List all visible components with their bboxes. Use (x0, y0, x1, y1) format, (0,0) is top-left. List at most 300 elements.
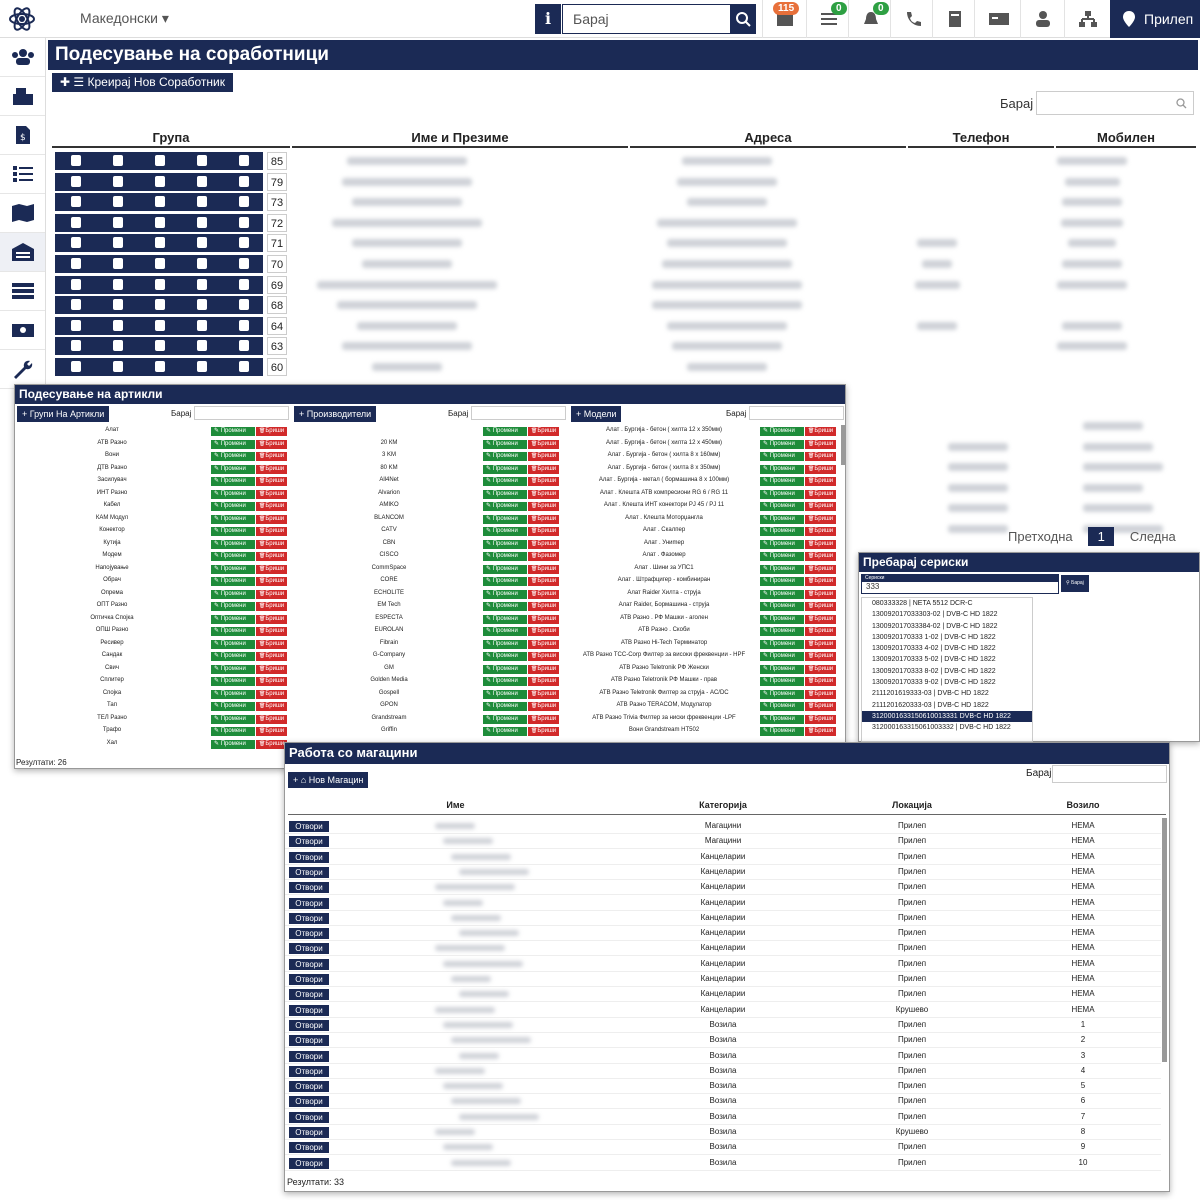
producer-name[interactable]: Griffin (381, 727, 397, 733)
article-group-name[interactable]: Трафо (102, 727, 122, 733)
open-button[interactable]: Отвори (289, 928, 329, 939)
producer-name[interactable]: CommSpace (371, 564, 407, 571)
delete-button[interactable] (528, 502, 559, 511)
city-button[interactable] (1110, 0, 1200, 38)
model-name[interactable]: АТВ Разно . Скоби (638, 627, 690, 633)
truck-icon[interactable] (197, 320, 207, 331)
delete-button[interactable] (805, 715, 836, 724)
warehouse-row[interactable] (285, 1018, 1161, 1033)
edit-button[interactable] (760, 640, 804, 649)
delete-button[interactable] (528, 577, 559, 586)
gear-icon[interactable] (71, 279, 81, 290)
model-name[interactable]: Алат . Клешта ИНТ конектори PJ 45 / PJ 11 (603, 502, 725, 508)
serial-result-item[interactable]: 1300920170333 4-02 | DVB-C HD 1822 (872, 645, 996, 653)
column-warehouse-category[interactable]: Категорија (699, 800, 747, 810)
delete-button[interactable] (528, 690, 559, 699)
model-name[interactable]: Алат . Бургија - метал ( бормашина 8 x 100мм) (598, 477, 730, 483)
producer-name[interactable]: CATV (381, 527, 397, 533)
edit-button[interactable] (211, 615, 255, 624)
edit-button[interactable] (211, 690, 255, 699)
model-name[interactable]: Алат . Клешта Моторџангла (625, 514, 703, 521)
pdf-icon[interactable] (239, 258, 249, 269)
models-button[interactable] (571, 406, 621, 422)
open-button[interactable]: Отвори (289, 1005, 329, 1016)
pdf-icon[interactable] (239, 320, 249, 331)
producer-name[interactable]: G-Company (372, 652, 406, 658)
producer-name[interactable]: ESPECTA (375, 614, 403, 621)
phone-button[interactable] (890, 0, 934, 38)
edit-button[interactable] (211, 740, 255, 749)
producer-name[interactable]: Fibrain (379, 639, 399, 646)
article-group-name[interactable]: Конектор (99, 527, 125, 533)
language-select[interactable] (80, 10, 169, 27)
sidebar-item-warehouse[interactable] (0, 233, 45, 272)
sidebar-item-list[interactable] (0, 272, 45, 311)
pdf-icon[interactable] (239, 155, 249, 166)
article-group-name[interactable]: Сплитер (100, 677, 124, 683)
gear-icon[interactable] (71, 361, 81, 372)
model-name[interactable]: Алат . Шини за УПС1 (634, 564, 694, 571)
column-group[interactable] (52, 130, 290, 148)
atom-logo-icon[interactable] (8, 5, 36, 33)
edit-button[interactable] (483, 602, 527, 611)
gear-icon[interactable] (71, 340, 81, 351)
edit-button[interactable] (760, 490, 804, 499)
edit-button[interactable] (211, 477, 255, 486)
gear-icon[interactable] (71, 155, 81, 166)
edit-button[interactable] (760, 440, 804, 449)
delete-button[interactable] (256, 540, 287, 549)
model-name[interactable]: Алат . Бургија - бетон ( хилта 12 x 450мм) (605, 439, 723, 446)
collaborator-row[interactable] (55, 337, 1195, 355)
collaborator-row[interactable] (55, 193, 1195, 211)
article-group-name[interactable]: Обрач (103, 577, 121, 583)
layers-icon[interactable] (155, 299, 165, 310)
sidebar-item-users[interactable] (0, 38, 45, 77)
open-button[interactable]: Отвори (289, 836, 329, 847)
delete-button[interactable] (256, 590, 287, 599)
article-group-name[interactable]: Вони (104, 452, 119, 458)
pdf-icon[interactable] (239, 237, 249, 248)
document-icon[interactable] (113, 299, 123, 310)
gear-icon[interactable] (71, 299, 81, 310)
column-warehouse-vehicle[interactable]: Возило (1066, 800, 1100, 810)
document-icon[interactable] (113, 237, 123, 248)
serials-search-button[interactable] (1061, 575, 1089, 592)
open-button[interactable]: Отвори (289, 1081, 329, 1092)
edit-button[interactable] (211, 665, 255, 674)
edit-button[interactable] (483, 440, 527, 449)
delete-button[interactable] (805, 515, 836, 524)
edit-button[interactable] (760, 427, 804, 436)
pdf-icon[interactable] (239, 217, 249, 228)
warehouses-search-input[interactable] (1052, 765, 1167, 783)
layers-icon[interactable] (155, 196, 165, 207)
model-name[interactable]: Алат . Штрафцигер - комбиниран (617, 577, 711, 583)
delete-button[interactable] (805, 577, 836, 586)
serials-search-input[interactable] (861, 574, 1059, 594)
warehouse-row[interactable] (285, 1079, 1161, 1094)
edit-button[interactable] (211, 715, 255, 724)
producer-name[interactable]: AMIKO (379, 502, 399, 508)
edit-button[interactable] (211, 602, 255, 611)
delete-button[interactable] (256, 427, 287, 436)
delete-button[interactable] (528, 465, 559, 474)
open-button[interactable]: Отвори (289, 852, 329, 863)
edit-button[interactable] (211, 727, 255, 736)
edit-button[interactable] (483, 477, 527, 486)
truck-icon[interactable] (197, 176, 207, 187)
delete-button[interactable] (256, 502, 287, 511)
delete-button[interactable] (528, 552, 559, 561)
collaborator-row[interactable] (55, 234, 1195, 252)
document-icon[interactable] (113, 258, 123, 269)
open-button[interactable]: Отвори (289, 974, 329, 985)
serial-result-item[interactable]: 1300920170333 8-02 | DVB-C HD 1822 (872, 667, 996, 675)
open-button[interactable]: Отвори (289, 1051, 329, 1062)
delete-button[interactable] (256, 527, 287, 536)
serial-result-item[interactable]: 1300920170333 1-02 | DVB-C HD 1822 (872, 633, 996, 641)
edit-button[interactable] (483, 490, 527, 499)
delete-button[interactable] (256, 490, 287, 499)
delete-button[interactable] (805, 527, 836, 536)
model-name[interactable]: Алат . Фазомер (642, 552, 686, 558)
producer-name[interactable]: 3 KM (381, 452, 396, 458)
open-button[interactable]: Отвори (289, 1158, 329, 1169)
serial-result-item[interactable]: 130092017033384-02 | DVB-C HD 1822 (872, 622, 998, 630)
layers-icon[interactable] (155, 361, 165, 372)
delete-button[interactable] (805, 702, 836, 711)
model-name[interactable]: Алат . Бургија - бетон ( хилта 12 x 350мм) (605, 427, 723, 433)
delete-button[interactable] (805, 690, 836, 699)
edit-button[interactable] (483, 652, 527, 661)
article-group-name[interactable]: Опрема (100, 589, 124, 596)
edit-button[interactable] (211, 452, 255, 461)
delete-button[interactable] (256, 565, 287, 574)
edit-button[interactable] (760, 727, 804, 736)
delete-button[interactable] (528, 440, 559, 449)
model-name[interactable]: Алат Raider Хилта - струја (627, 589, 701, 596)
alerts-button[interactable] (848, 0, 892, 38)
models-search-input[interactable] (749, 406, 844, 420)
edit-button[interactable] (483, 677, 527, 686)
article-group-name[interactable]: ОПШ Разно (95, 627, 129, 633)
article-group-name[interactable]: Спојка (102, 689, 122, 696)
warehouse-row[interactable] (285, 850, 1161, 865)
delete-button[interactable] (528, 677, 559, 686)
model-name[interactable]: Алат . Бургија - бетон ( хилта 8 x 160мм) (607, 452, 721, 458)
column-mobile[interactable] (1056, 130, 1196, 148)
edit-button[interactable] (211, 652, 255, 661)
open-button[interactable]: Отвори (289, 1066, 329, 1077)
document-icon[interactable] (113, 217, 123, 228)
edit-button[interactable] (483, 690, 527, 699)
delete-button[interactable] (256, 602, 287, 611)
edit-button[interactable] (211, 490, 255, 499)
article-group-name[interactable]: Ресивер (100, 639, 124, 646)
delete-button[interactable] (528, 702, 559, 711)
document-icon[interactable] (113, 340, 123, 351)
article-group-name[interactable]: КАМ Модул (95, 514, 129, 521)
open-button[interactable]: Отвори (289, 913, 329, 924)
producer-name[interactable]: ECHOLITE (373, 589, 404, 596)
delete-button[interactable] (805, 565, 836, 574)
edit-button[interactable] (483, 577, 527, 586)
delete-button[interactable] (528, 715, 559, 724)
edit-button[interactable] (760, 665, 804, 674)
edit-button[interactable] (483, 615, 527, 624)
delete-button[interactable] (805, 502, 836, 511)
delete-button[interactable] (805, 627, 836, 636)
document-icon[interactable] (113, 176, 123, 187)
delete-button[interactable] (805, 552, 836, 561)
delete-button[interactable] (256, 640, 287, 649)
truck-icon[interactable] (197, 196, 207, 207)
delete-button[interactable] (805, 652, 836, 661)
delete-button[interactable] (528, 565, 559, 574)
edit-button[interactable] (483, 627, 527, 636)
edit-button[interactable] (760, 627, 804, 636)
next-page-button[interactable]: Следна (1129, 529, 1176, 544)
pdf-icon[interactable] (239, 176, 249, 187)
article-group-name[interactable]: Модем (102, 552, 122, 558)
warehouse-row[interactable] (285, 1064, 1161, 1079)
article-group-name[interactable]: Оптичка Спојка (90, 614, 134, 621)
edit-button[interactable] (760, 652, 804, 661)
producer-name[interactable]: CISCO (379, 552, 399, 558)
delete-button[interactable] (256, 665, 287, 674)
gear-icon[interactable] (71, 217, 81, 228)
warehouse-row[interactable] (285, 834, 1161, 849)
top-search-input[interactable] (562, 4, 732, 34)
edit-button[interactable] (760, 477, 804, 486)
article-group-name[interactable]: Тап (107, 702, 117, 708)
open-button[interactable]: Отвори (289, 943, 329, 954)
edit-button[interactable] (211, 590, 255, 599)
collaborator-row[interactable] (55, 296, 1195, 314)
delete-button[interactable] (256, 715, 287, 724)
edit-button[interactable] (760, 552, 804, 561)
producer-name[interactable]: 80 KM (380, 464, 398, 471)
serial-result-item[interactable]: 312000163315061003332 | DVB-C HD 1822 (872, 724, 1011, 732)
current-page[interactable]: 1 (1088, 527, 1114, 546)
edit-button[interactable] (760, 615, 804, 624)
producer-name[interactable]: CORE (380, 577, 398, 583)
warehouse-row[interactable] (285, 911, 1161, 926)
delete-button[interactable] (805, 677, 836, 686)
producers-button[interactable] (294, 406, 376, 422)
warehouse-row[interactable] (285, 880, 1161, 895)
model-name[interactable]: АТВ Разно TCC-Corp Филтер за високи фреквенции - HPF (582, 652, 746, 658)
groups-search-input[interactable] (194, 406, 289, 420)
truck-icon[interactable] (197, 361, 207, 372)
edit-button[interactable] (483, 552, 527, 561)
document-icon[interactable] (113, 361, 123, 372)
producers-search-input[interactable] (471, 406, 566, 420)
producer-name[interactable]: Alvarion (378, 489, 400, 496)
warehouse-row[interactable] (285, 865, 1161, 880)
model-name[interactable]: Алат . Скалпер (642, 527, 686, 533)
edit-button[interactable] (211, 465, 255, 474)
column-address[interactable] (630, 130, 906, 148)
layers-icon[interactable] (155, 340, 165, 351)
producer-name[interactable]: CBN (382, 539, 396, 546)
collaborator-row[interactable] (55, 255, 1195, 273)
edit-button[interactable] (211, 427, 255, 436)
warehouse-row[interactable] (285, 1003, 1161, 1018)
delete-button[interactable] (256, 727, 287, 736)
edit-button[interactable] (760, 527, 804, 536)
layers-icon[interactable] (155, 155, 165, 166)
serial-result-item[interactable]: 130092017033303-02 | DVB-C HD 1822 (872, 611, 998, 619)
edit-button[interactable] (483, 665, 527, 674)
truck-icon[interactable] (197, 258, 207, 269)
open-button[interactable]: Отвори (289, 1035, 329, 1046)
open-button[interactable]: Отвори (289, 821, 329, 832)
delete-button[interactable] (805, 640, 836, 649)
article-group-name[interactable]: Кабел (103, 502, 121, 508)
edit-button[interactable] (211, 677, 255, 686)
open-button[interactable]: Отвори (289, 1127, 329, 1138)
serial-result-item[interactable]: 1300920170333 5-02 | DVB-C HD 1822 (872, 656, 996, 664)
warehouse-row[interactable] (285, 1156, 1161, 1171)
producer-name[interactable]: All4Net (379, 477, 399, 483)
layers-icon[interactable] (155, 320, 165, 331)
delete-button[interactable] (528, 640, 559, 649)
open-button[interactable]: Отвори (289, 1112, 329, 1123)
tasks-button[interactable] (806, 0, 850, 38)
model-name[interactable]: АТВ Разно Teletronik РФ Женски (619, 664, 709, 671)
column-phone[interactable] (908, 130, 1054, 148)
delete-button[interactable] (256, 615, 287, 624)
delete-button[interactable] (528, 727, 559, 736)
edit-button[interactable] (760, 565, 804, 574)
edit-button[interactable] (211, 440, 255, 449)
model-name[interactable]: Алат . Униmер (643, 539, 685, 546)
serial-result-item[interactable]: 2111201619333-03 | DVB-C HD 1822 (872, 690, 989, 698)
layers-icon[interactable] (155, 176, 165, 187)
article-groups-button[interactable] (17, 406, 109, 422)
model-name[interactable]: АТВ Разно TERACOM, Модулатор (616, 702, 712, 708)
edit-button[interactable] (211, 565, 255, 574)
gear-icon[interactable] (71, 237, 81, 248)
new-warehouse-button[interactable] (288, 772, 368, 788)
edit-button[interactable] (483, 502, 527, 511)
article-group-name[interactable]: Хал (106, 739, 118, 746)
edit-button[interactable] (760, 502, 804, 511)
delete-button[interactable] (805, 665, 836, 674)
delete-button[interactable] (805, 590, 836, 599)
delete-button[interactable] (528, 427, 559, 436)
book-button[interactable] (932, 0, 976, 38)
article-group-name[interactable]: ТЕЛ Разно (97, 714, 127, 721)
delete-button[interactable] (256, 552, 287, 561)
warehouse-row[interactable] (285, 1125, 1161, 1140)
document-icon[interactable] (113, 320, 123, 331)
billing-button[interactable] (974, 0, 1020, 38)
producer-name[interactable]: GM (384, 664, 394, 671)
model-name[interactable]: АТВ Разно Hi-Tech Терминатор (620, 639, 708, 646)
document-icon[interactable] (113, 155, 123, 166)
edit-button[interactable] (483, 565, 527, 574)
pdf-icon[interactable] (239, 196, 249, 207)
info-button[interactable]: i (535, 4, 561, 34)
top-search-button[interactable] (730, 4, 756, 34)
sidebar-item-map[interactable] (0, 194, 45, 233)
article-group-name[interactable]: АТВ Разно (97, 439, 127, 446)
producer-name[interactable]: EUROLAN (374, 627, 404, 633)
model-name[interactable]: Вони Grandstream HT502 (628, 727, 700, 733)
truck-icon[interactable] (197, 217, 207, 228)
gear-icon[interactable] (71, 320, 81, 331)
delete-button[interactable] (256, 515, 287, 524)
scrollbar[interactable] (841, 425, 845, 465)
delete-button[interactable] (805, 602, 836, 611)
inbox-button[interactable] (762, 0, 806, 38)
edit-button[interactable] (760, 515, 804, 524)
layers-icon[interactable] (155, 217, 165, 228)
edit-button[interactable] (483, 715, 527, 724)
article-group-name[interactable]: ОПТ Разно (96, 602, 128, 608)
collaborator-row[interactable] (55, 173, 1195, 191)
pdf-icon[interactable] (239, 361, 249, 372)
truck-icon[interactable] (197, 340, 207, 351)
user-button[interactable] (1020, 0, 1064, 38)
model-name[interactable]: АТВ Разно Trivia Филтер за ниски фреквенции -LPF (592, 714, 736, 721)
delete-button[interactable] (256, 690, 287, 699)
warehouse-row[interactable] (285, 941, 1161, 956)
sidebar-item-invoices[interactable] (0, 116, 45, 155)
delete-button[interactable] (805, 427, 836, 436)
sidebar-item-checklist[interactable] (0, 155, 45, 194)
delete-button[interactable] (805, 440, 836, 449)
network-button[interactable] (1064, 0, 1108, 38)
open-button[interactable]: Отвори (289, 898, 329, 909)
delete-button[interactable] (256, 577, 287, 586)
delete-button[interactable] (528, 652, 559, 661)
prev-page-button[interactable]: Претходна (1008, 529, 1073, 544)
article-group-name[interactable]: ИНТ Разно (96, 489, 128, 496)
edit-button[interactable] (760, 540, 804, 549)
edit-button[interactable] (760, 577, 804, 586)
delete-button[interactable] (528, 627, 559, 636)
warehouse-row[interactable] (285, 1033, 1161, 1048)
document-icon[interactable] (113, 279, 123, 290)
producer-name[interactable]: BLANCOM (374, 514, 404, 521)
delete-button[interactable] (256, 477, 287, 486)
collaborator-row[interactable] (55, 214, 1195, 232)
delete-button[interactable] (528, 540, 559, 549)
edit-button[interactable] (211, 515, 255, 524)
layers-icon[interactable] (155, 237, 165, 248)
open-button[interactable]: Отвори (289, 1096, 329, 1107)
pdf-icon[interactable] (239, 340, 249, 351)
column-warehouse-location[interactable]: Локација (892, 800, 932, 810)
sidebar-item-cash[interactable] (0, 311, 45, 350)
edit-button[interactable] (483, 427, 527, 436)
edit-button[interactable] (211, 540, 255, 549)
edit-button[interactable] (483, 515, 527, 524)
article-group-name[interactable]: ДТВ Разно (97, 464, 127, 471)
open-button[interactable]: Отвори (289, 867, 329, 878)
collaborator-row[interactable] (55, 317, 1195, 335)
column-warehouse-name[interactable]: Име (446, 800, 465, 810)
collaborators-search-input[interactable] (1036, 91, 1194, 115)
edit-button[interactable] (760, 452, 804, 461)
serial-result-item[interactable]: 3120001633150610013331 DVB-C HD 1822 (862, 711, 1032, 722)
layers-icon[interactable] (155, 279, 165, 290)
delete-button[interactable] (805, 615, 836, 624)
